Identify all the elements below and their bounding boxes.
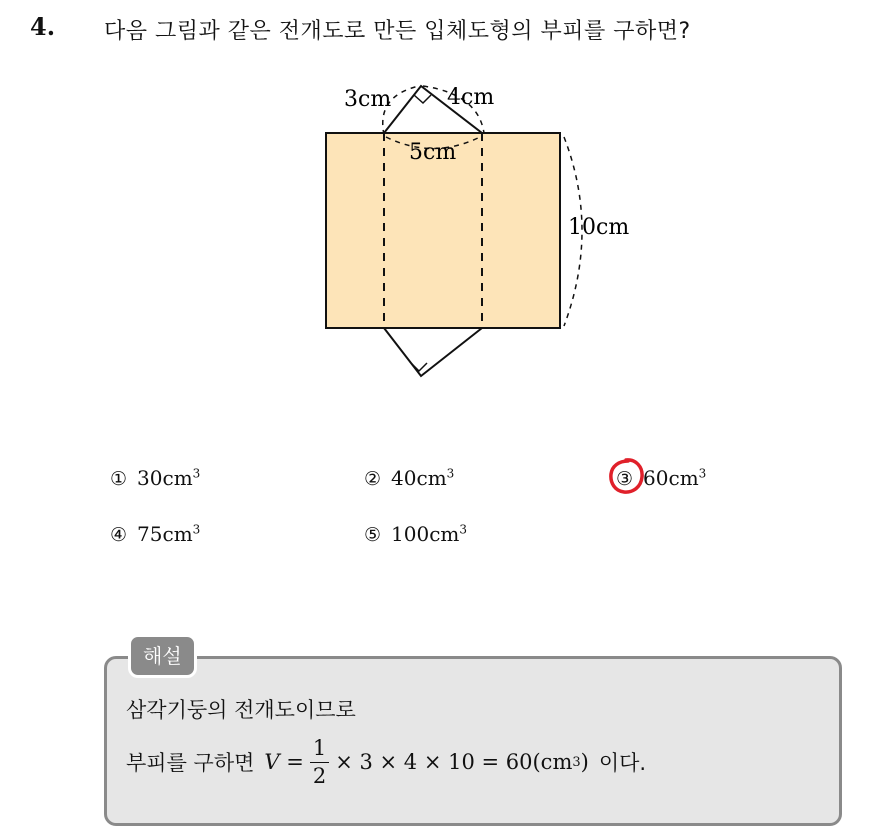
label-10cm: 10cm [568, 215, 630, 240]
choice-number: ④ [110, 524, 128, 546]
choice-exponent: 3 [192, 466, 201, 481]
choice-value: 100cm [391, 522, 460, 546]
choice-exponent: 3 [446, 466, 455, 481]
choice-4[interactable] [110, 522, 200, 546]
solution-line-1: 삼각기둥의 전개도이므로 [126, 698, 356, 722]
formula-fraction [310, 735, 329, 788]
formula-close: ) [580, 750, 589, 774]
choice-2[interactable] [364, 466, 454, 490]
choice-exponent: 3 [698, 466, 707, 481]
choice-number: ⑤ [364, 524, 382, 546]
label-4cm: 4cm [447, 85, 495, 110]
label-3cm: 3cm [344, 87, 392, 112]
choice-value: 30cm [137, 466, 193, 490]
choice-1[interactable] [110, 466, 200, 490]
formula-v: V = [264, 750, 304, 774]
solution-tag: 해설 [128, 634, 197, 678]
choice-value: 40cm [391, 466, 447, 490]
choice-number: ① [110, 468, 128, 490]
choice-value: 60cm [643, 466, 699, 490]
choice-exponent: 3 [192, 522, 201, 537]
choice-exponent: 3 [459, 522, 468, 537]
question-text: 다음 그림과 같은 전개도로 만든 입체도형의 부피를 구하면? [104, 19, 691, 44]
solution-prefix: 부피를 구하면 [126, 751, 255, 775]
formula-exponent: 3 [572, 754, 581, 770]
choice-number: ② [364, 468, 382, 490]
label-5cm: 5cm [409, 140, 457, 165]
formula-rest: × 3 × 4 × 10 = 60(cm [335, 750, 573, 774]
fraction-denominator: 2 [312, 763, 327, 788]
bottom-triangle [384, 328, 482, 376]
right-angle-top [414, 95, 431, 103]
solution-line-2 [126, 732, 646, 792]
choice-value: 75cm [137, 522, 193, 546]
choice-number: ③ [616, 468, 634, 490]
choice-3[interactable] [616, 466, 706, 490]
solution-suffix: 이다. [598, 751, 647, 775]
fraction-numerator: 1 [310, 738, 329, 763]
question-number: 4. [30, 12, 56, 41]
choice-5[interactable] [364, 522, 467, 546]
